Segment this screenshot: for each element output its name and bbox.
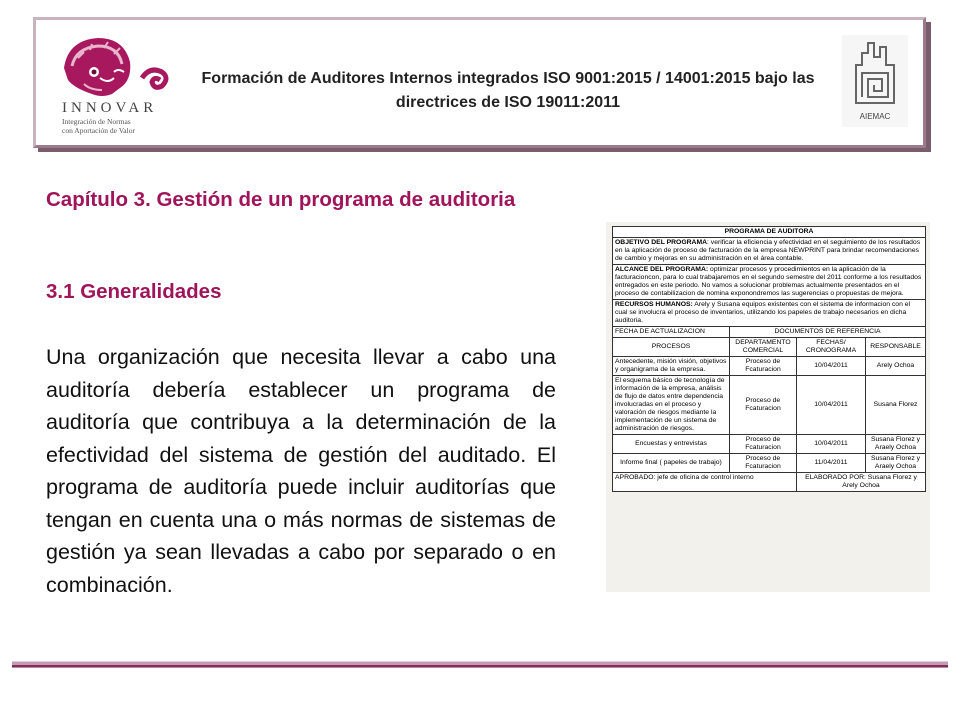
column-header: RESPONSABLE — [866, 338, 926, 357]
alcance-text: optimizar procesos y procedimientos en la aplicación de la facturacioncon, para lo cual trabajaremos en el segundo semestre del 2011 conforme a los resultados entregados en este periodo. No vamos a solucionar problemas actualmente presentados en el proceso de contabilizacion de nomina exponondremos las sugerencias o propuestas de mejora. — [615, 266, 922, 297]
cell-proceso: El esquema básico de tecnología de información de la empresa, análisis de flujo de datos entre dependencia involucradas en el proceso y valoración de riesgos mediante la implementación de un sistema de administración de riesgos. — [613, 376, 730, 435]
objetivo-label: OBJETIVO DEL PROGRAMA — [615, 239, 708, 246]
cell-proceso: Antecedente, misión visión, objetivos y organigrama de la empresa. — [613, 357, 730, 376]
cell-responsable: Arely Ochoa — [866, 357, 926, 376]
table-title: PROGRAMA DE AUDITORA — [613, 227, 926, 238]
cell-fecha: 11/04/2011 — [797, 454, 866, 473]
table-row — [613, 357, 926, 376]
table-row — [613, 435, 926, 454]
cell-departamento: Proceso de Fcaturacion — [730, 357, 797, 376]
cell-departamento: Proceso de Fcaturacion — [730, 435, 797, 454]
aiemac-name: AIEMAC — [859, 112, 891, 121]
table-objetivo — [613, 238, 926, 265]
innovar-logo — [54, 28, 180, 138]
audit-program-table — [612, 226, 926, 492]
cell-fecha: 10/04/2011 — [797, 357, 866, 376]
fecha-actualizacion: FECHA DE ACTUALIZACION — [613, 327, 730, 338]
table-row — [613, 454, 926, 473]
alcance-label: ALCANCE DEL PROGRAMA: — [615, 266, 709, 273]
cell-proceso: Encuestas y entrevistas — [613, 435, 730, 454]
column-header: DEPARTAMENTO COMERCIAL — [730, 338, 797, 357]
cell-fecha: 10/04/2011 — [797, 435, 866, 454]
cell-fecha: 10/04/2011 — [797, 376, 866, 435]
body-paragraph: Una organización que necesita llevar a cabo una auditoría debería establecer un programa de auditoría que contribuya a la determinación de la efectividad del sistema de gestión del auditado. El programa de auditoría puede incluir auditorías que tengan en cuenta una o más normas de sistemas de gestión ya sean llevadas a cabo por separado o en combinación. — [46, 345, 556, 597]
innovar-tagline-2: con Aportación de Valor — [62, 126, 135, 135]
column-header: PROCESOS — [613, 338, 730, 357]
header-frame-shadow-bottom — [38, 148, 931, 152]
header-title: Formación de Auditores Internos integrados ISO 9001:2015 / 14001:2015 bajo las directrices de ISO 19011:2011 — [201, 70, 815, 111]
cell-responsable: Susana Florez — [866, 376, 926, 435]
elaborado-cell: ELABORADO POR: Susana Florez y Arely Ochoa — [797, 473, 926, 492]
table-row — [613, 376, 926, 435]
aiemac-emblem-icon — [842, 35, 908, 127]
chapter-title: Capítulo 3. Gestión de un programa de auditoria — [46, 188, 516, 211]
table-recursos — [613, 300, 926, 327]
innovar-emblem-icon — [54, 28, 180, 138]
cell-departamento: Proceso de Fcaturacion — [730, 454, 797, 473]
section-title: 3.1 Generalidades — [46, 280, 222, 303]
recursos-label: RECURSOS HUMANOS: — [615, 301, 693, 308]
cell-proceso: Informe final ( papeles de trabajo) — [613, 454, 730, 473]
innovar-name: INNOVAR — [62, 100, 158, 116]
innovar-tagline-1: Integración de Normas — [62, 117, 131, 126]
cell-departamento: Proceso de Fcaturacion — [730, 376, 797, 435]
header-frame-shadow-right — [926, 22, 931, 152]
aiemac-logo — [842, 35, 908, 127]
documentos-referencia: DOCUMENTOS DE REFERENCIA — [730, 327, 926, 338]
column-header: FECHAS/ CRONOGRAMA — [797, 338, 866, 357]
bottom-divider-line — [12, 667, 948, 668]
aprobado-cell: APROBADO: jefe de oficina de control interno — [613, 473, 797, 492]
table-alcance — [613, 265, 926, 300]
cell-responsable: Susana Florez y Araely Ochoa — [866, 435, 926, 454]
recursos-text: Arely y Susana equipos existentes con el sistema de informacion con el cual se involucra el proceso de inventarios, utilizando los papeles de trabajo necesarios en dicha auditoria. — [615, 301, 911, 324]
objetivo-text: : verificar la eficiencia y efectividad en el seguimiento de los resultados en la aplicación de proceso de facturación de la empresa NEWPRINT para brindar recomendaciones de cambio y mejoras en su administración en el área contable. — [615, 239, 921, 262]
cell-responsable: Susana Florez y Araely Ochoa — [866, 454, 926, 473]
